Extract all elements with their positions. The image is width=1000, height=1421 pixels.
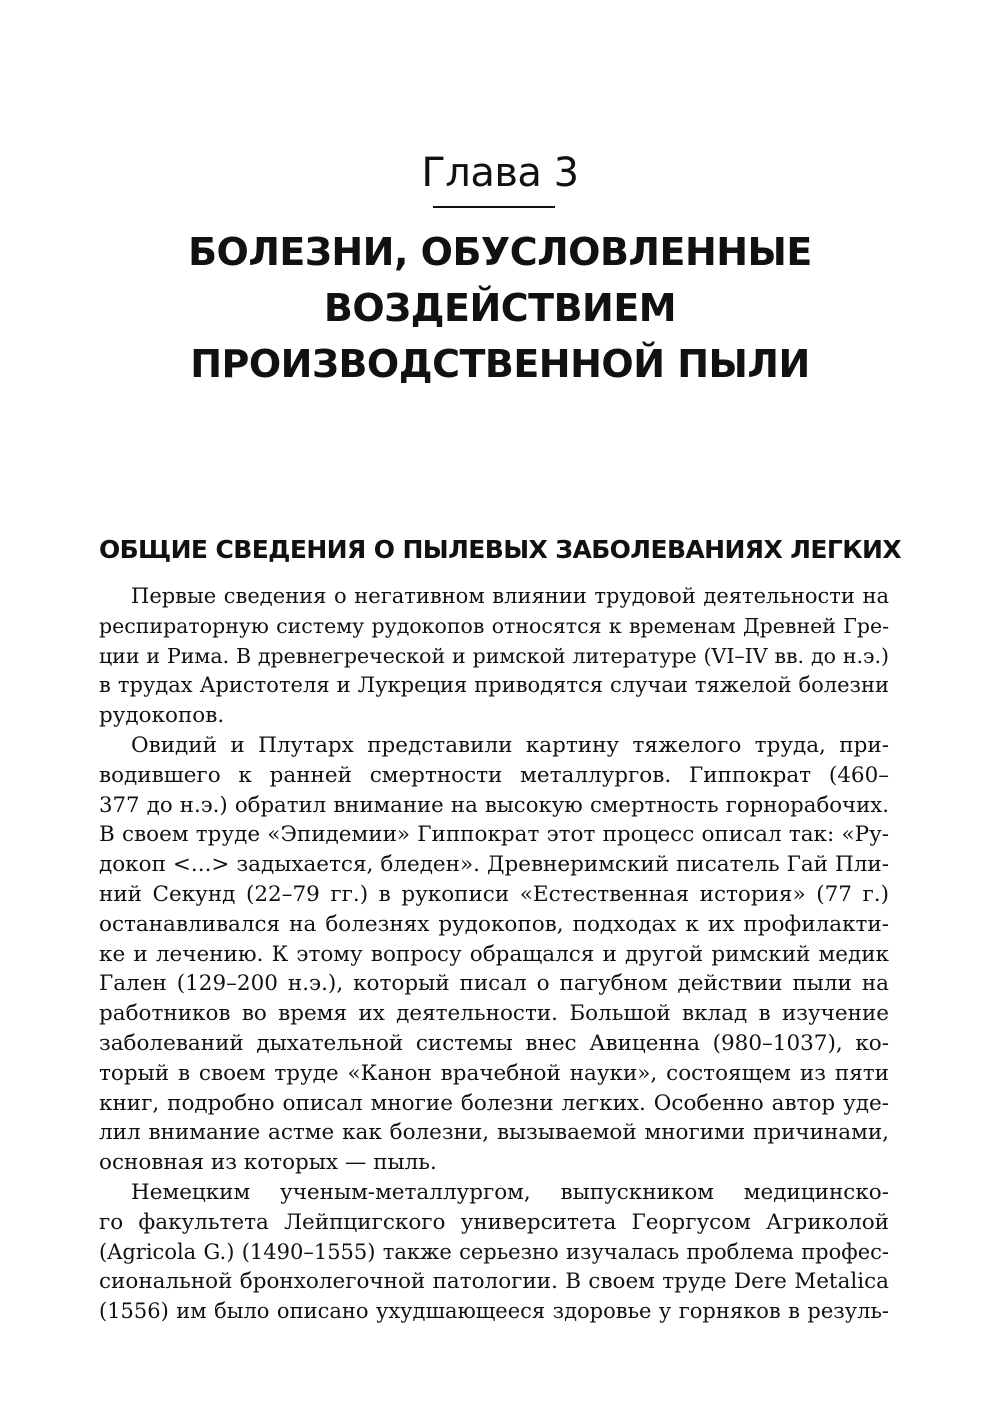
text-line: ний Секунд (22–79 гг.) в рукописи «Естественная история» (77 г.) <box>99 881 889 907</box>
text-line: докоп <...> задыхается, бледен». Древнеримский писатель Гай Пли- <box>99 852 889 878</box>
section-heading: ОБЩИЕ СВЕДЕНИЯ О ПЫЛЕВЫХ ЗАБОЛЕВАНИЯХ ЛЕГКИХ <box>98 535 902 564</box>
text-line: (1556) им было описано ухудшающееся здоровье у горняков в резуль- <box>99 1299 889 1324</box>
text-line: водившего к ранней смертности металлургов. Гиппократ (460– <box>99 762 889 788</box>
text-line: заболеваний дыхательной системы внес Авиценна (980–1037), ко- <box>99 1030 889 1056</box>
text-line: (Agricola G.) (1490–1555) также серьезно изучалась проблема профес- <box>99 1239 889 1264</box>
text-line: Гален (129–200 н.э.), который писал о пагубном действии пыли на <box>99 971 889 997</box>
chapter-underline <box>433 206 555 208</box>
text-line: рудокопов. <box>99 703 225 729</box>
text-line: останавливался на болезнях рудокопов, подходах к их профилакти- <box>99 911 889 937</box>
text-line: ции и Рима. В древнегреческой и римской литературе (VI–IV вв. до н.э.) <box>99 643 889 668</box>
text-line: сиональной бронхолегочной патологии. В своем труде Dere Metalica <box>99 1269 889 1295</box>
text-line: 377 до н.э.) обратил внимание на высокую смертность горнорабочих. <box>99 792 889 818</box>
text-line: Первые сведения о негативном влиянии трудовой деятельности на <box>131 584 889 608</box>
chapter-title-line: ВОЗДЕЙСТВИЕМ <box>323 286 677 330</box>
text-line: В своем труде «Эпидемии» Гиппократ этот процесс описал так: «Ру- <box>99 822 889 848</box>
text-line: ке и лечению. К этому вопросу обращался и другой римский медик <box>99 941 889 967</box>
text-line: в трудах Аристотеля и Лукреция приводятся случаи тяжелой болезни <box>99 673 889 698</box>
text-line: книг, подробно описал многие болезни легких. Особенно автор уде- <box>99 1090 889 1116</box>
text-line: го факультета Лейпцигского университета Георгусом Агриколой <box>99 1209 889 1235</box>
text-line: торый в своем труде «Канон врачебной науки», состоящем из пяти <box>99 1060 889 1086</box>
text-line: Овидий и Плутарх представили картину тяжелого труда, при- <box>131 732 889 758</box>
text-line: основная из которых — пыль. <box>99 1150 437 1176</box>
text-line: Немецким ученым-металлургом, выпускником медицинско- <box>131 1179 889 1205</box>
body-text <box>99 582 889 1327</box>
text-line: работников во время их деятельности. Большой вклад в изучение <box>99 1001 889 1027</box>
text-line: респираторную систему рудокопов относятся к временам Древней Гре- <box>99 613 889 638</box>
chapter-title-line: БОЛЕЗНИ, ОБУСЛОВЛЕННЫЕ <box>188 230 812 274</box>
chapter-title <box>0 224 1000 392</box>
chapter-label: Глава 3 <box>421 150 579 196</box>
text-line: лил внимание астме как болезни, вызываемой многими причинами, <box>99 1120 889 1146</box>
chapter-title-line: ПРОИЗВОДСТВЕННОЙ ПЫЛИ <box>190 342 810 386</box>
